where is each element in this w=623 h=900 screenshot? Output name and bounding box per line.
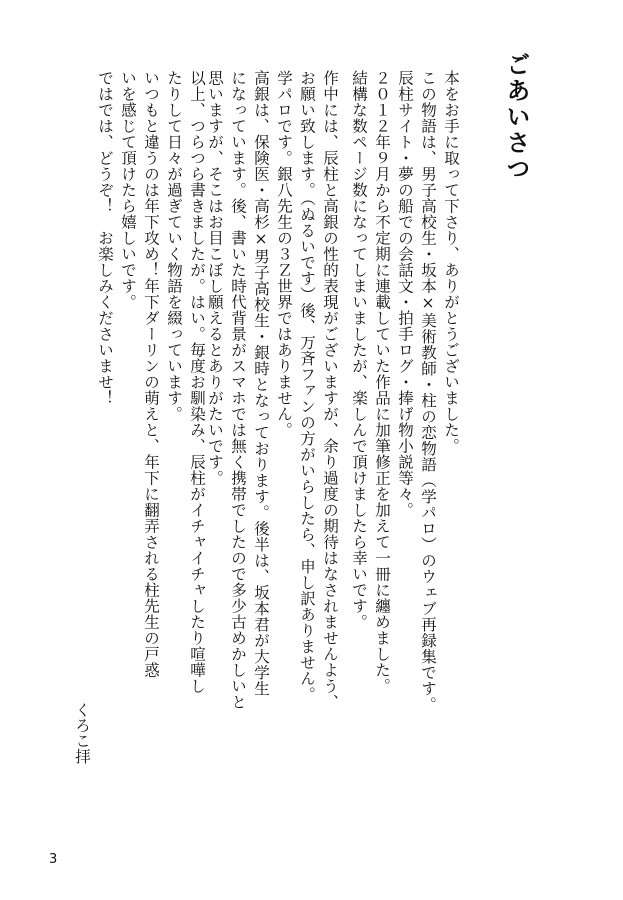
paragraph-3-line-4: いを感じて頂けたら嬉しいです。 bbox=[119, 70, 137, 310]
paragraph-3-line-5: ではでは、どうぞ！ お楽しみくださいませ！ bbox=[96, 70, 114, 406]
paragraph-1-line-3: 辰柱サイト・夢の船での会話文・拍手ログ・捧げ物小説等々。 bbox=[396, 70, 414, 518]
paragraph-3-line-1: 以上、つらつら書きましたが。はい。毎度お馴染み、辰柱がイチャイチャしたり喧嘩し bbox=[188, 70, 206, 694]
paragraph-3-line-3: いつもと違うのは年下攻め！年下ダーリンの萌えと、年下に翻弄される柱先生の戸惑 bbox=[142, 70, 160, 678]
paragraph-1-line-5: 結構な数ページ数になってしまいましたが、楽しんで頂けましたら幸いです。 bbox=[350, 70, 368, 630]
paragraph-2-line-4: 高銀は、保険医・高杉×男子高校生・銀時となっております。後半は、坂本君が大学生 bbox=[252, 70, 270, 697]
paragraph-1-line-1: 本をお手に取って下さり、ありがとうございました。 bbox=[442, 70, 460, 454]
paragraph-2-line-3: 学パロです。銀八先生の３Ｚ世界ではありません。 bbox=[275, 70, 293, 438]
paragraph-1-line-4: ２０１２年９月から不定期に連載していた作品に加筆修正を加えて一冊に纏めました。 bbox=[373, 70, 391, 694]
signature: くろこ拝 bbox=[73, 702, 91, 764]
paragraph-2-line-1: 作中には、辰柱と高銀の性的表現がございますが、余り過度の期待はなされませんよう、 bbox=[321, 70, 339, 710]
page-title: ごあいさつ bbox=[502, 52, 530, 182]
paragraph-2-line-6: 思いますが、そこはお目こぼし願えるとありがたいです。 bbox=[206, 70, 224, 486]
page-number: 3 bbox=[49, 852, 58, 867]
paragraph-3-line-2: たりして日々が過ぎていく物語を綴っています。 bbox=[165, 70, 183, 422]
paragraph-2-line-5: になっています。後、書いた時代背景がスマホでは無く携帯でしたので多少古めかしいと bbox=[229, 70, 247, 710]
paragraph-2-line-2: お願い致します。（ぬるいです）後、万斉ファンの方がいらしたら、申し訳ありません。 bbox=[298, 70, 316, 703]
paragraph-1-line-2: この物語は、男子高校生・坂本×美術教師・柱の恋物語（学パロ）のウェブ再録集です。 bbox=[419, 70, 437, 713]
